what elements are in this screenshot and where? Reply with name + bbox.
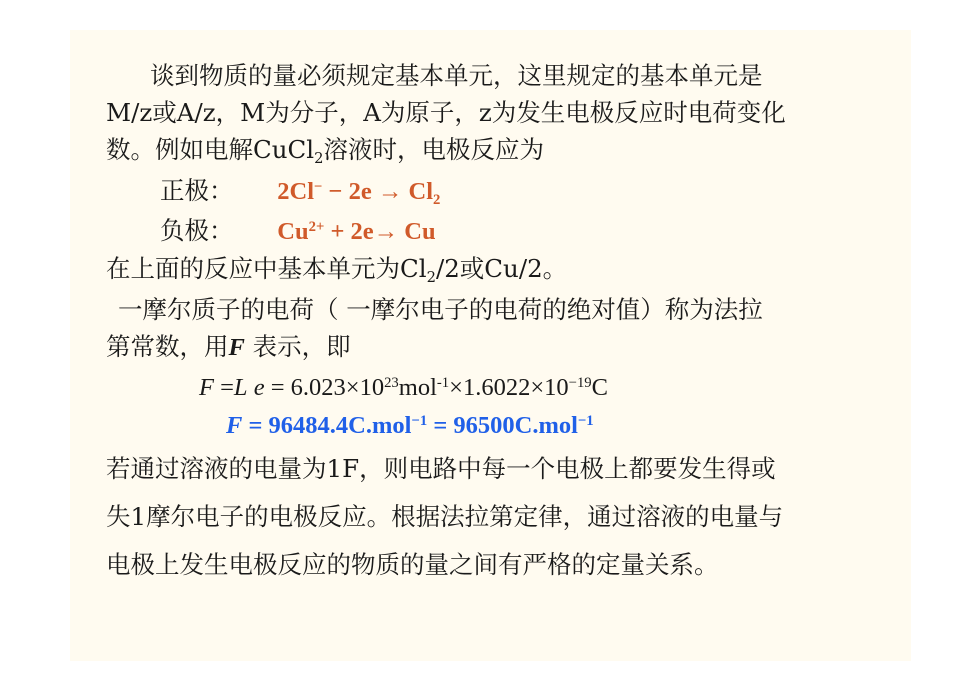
formula1-e: e <box>253 374 265 401</box>
unit-line-pre: 在上面的反应中基本单元为Cl <box>106 254 427 283</box>
para1-line1: 谈到物质的量必须规定基本单元，这里规定的基本单元是 <box>150 61 763 90</box>
para2-line2 <box>106 332 351 361</box>
content-panel <box>70 30 911 661</box>
formula1-F: F <box>199 374 214 401</box>
para1-line3-post: 溶液时，电极反应为 <box>323 135 544 164</box>
cathode-label: 负极： <box>160 216 234 245</box>
faraday-symbol: F <box>228 334 245 361</box>
formula2-exp1: −1 <box>411 412 428 429</box>
formula2-mid2: = 96500C.mol <box>427 412 578 439</box>
para1-line3 <box>106 135 544 168</box>
para3-line1: 若通过溶液的电量为1F，则电路中每一个电极上都要发生得或 <box>106 454 776 483</box>
formula1-exp2: -1 <box>436 374 450 391</box>
formula1-rest3: ×1.6022×10 <box>449 374 569 401</box>
anode-eq-b: − 2e → Cl <box>322 178 434 205</box>
cathode-eq-a: Cu <box>277 218 309 245</box>
anode-eq-a: 2Cl <box>277 178 315 205</box>
para3-line3: 电极上发生电极反应的物质的量之间有严格的定量关系。 <box>106 550 719 579</box>
para2-line2-pre: 第常数，用 <box>106 332 229 361</box>
formula1-rest1: = 6.023×10 <box>264 374 385 401</box>
para3-line2: 失1摩尔电子的电极反应。根据法拉第定律，通过溶液的电量与 <box>106 502 784 531</box>
cathode-equation <box>277 218 435 245</box>
formula1-rest4: C <box>591 374 608 401</box>
anode-eq-a-sup: − <box>314 178 323 195</box>
unit-line-post: /2或Cu/2。 <box>435 254 568 283</box>
formula2-exp2: −1 <box>577 412 594 429</box>
formula1-rest2: mol <box>398 374 437 401</box>
cathode-eq-b: + 2e→ Cu <box>324 218 436 245</box>
para1-line3-pre: 数。例如电解CuCl <box>106 135 315 164</box>
formula2-F: F <box>226 412 243 439</box>
unit-line-sub: 2 <box>426 269 436 287</box>
para2-line1: 一摩尔质子的电荷（ 一摩尔电子的电荷的绝对值）称为法拉 <box>118 295 763 324</box>
formula1-L: L <box>233 374 248 401</box>
para1-line2: M/z或A/z，M为分子，A为原子，z为发生电极反应时电荷变化 <box>106 98 786 127</box>
cathode-line <box>160 216 436 245</box>
para2-line2-post: 表示，即 <box>244 332 351 361</box>
anode-label: 正极： <box>160 176 234 205</box>
anode-eq-b-sub: 2 <box>433 192 441 209</box>
anode-line <box>160 176 441 209</box>
formula2-mid: = 96484.4C.mol <box>242 412 412 439</box>
formula1-exp3: −19 <box>568 374 592 391</box>
formula1-exp1: 23 <box>384 374 399 391</box>
formula1-eq1: = <box>213 374 234 401</box>
formula-faraday-product <box>199 376 608 401</box>
unit-line <box>106 254 568 287</box>
formula-faraday-value <box>226 414 594 439</box>
cathode-eq-a-sup: 2+ <box>308 218 325 235</box>
para1-line3-sub: 2 <box>314 150 324 168</box>
anode-equation <box>277 178 441 209</box>
